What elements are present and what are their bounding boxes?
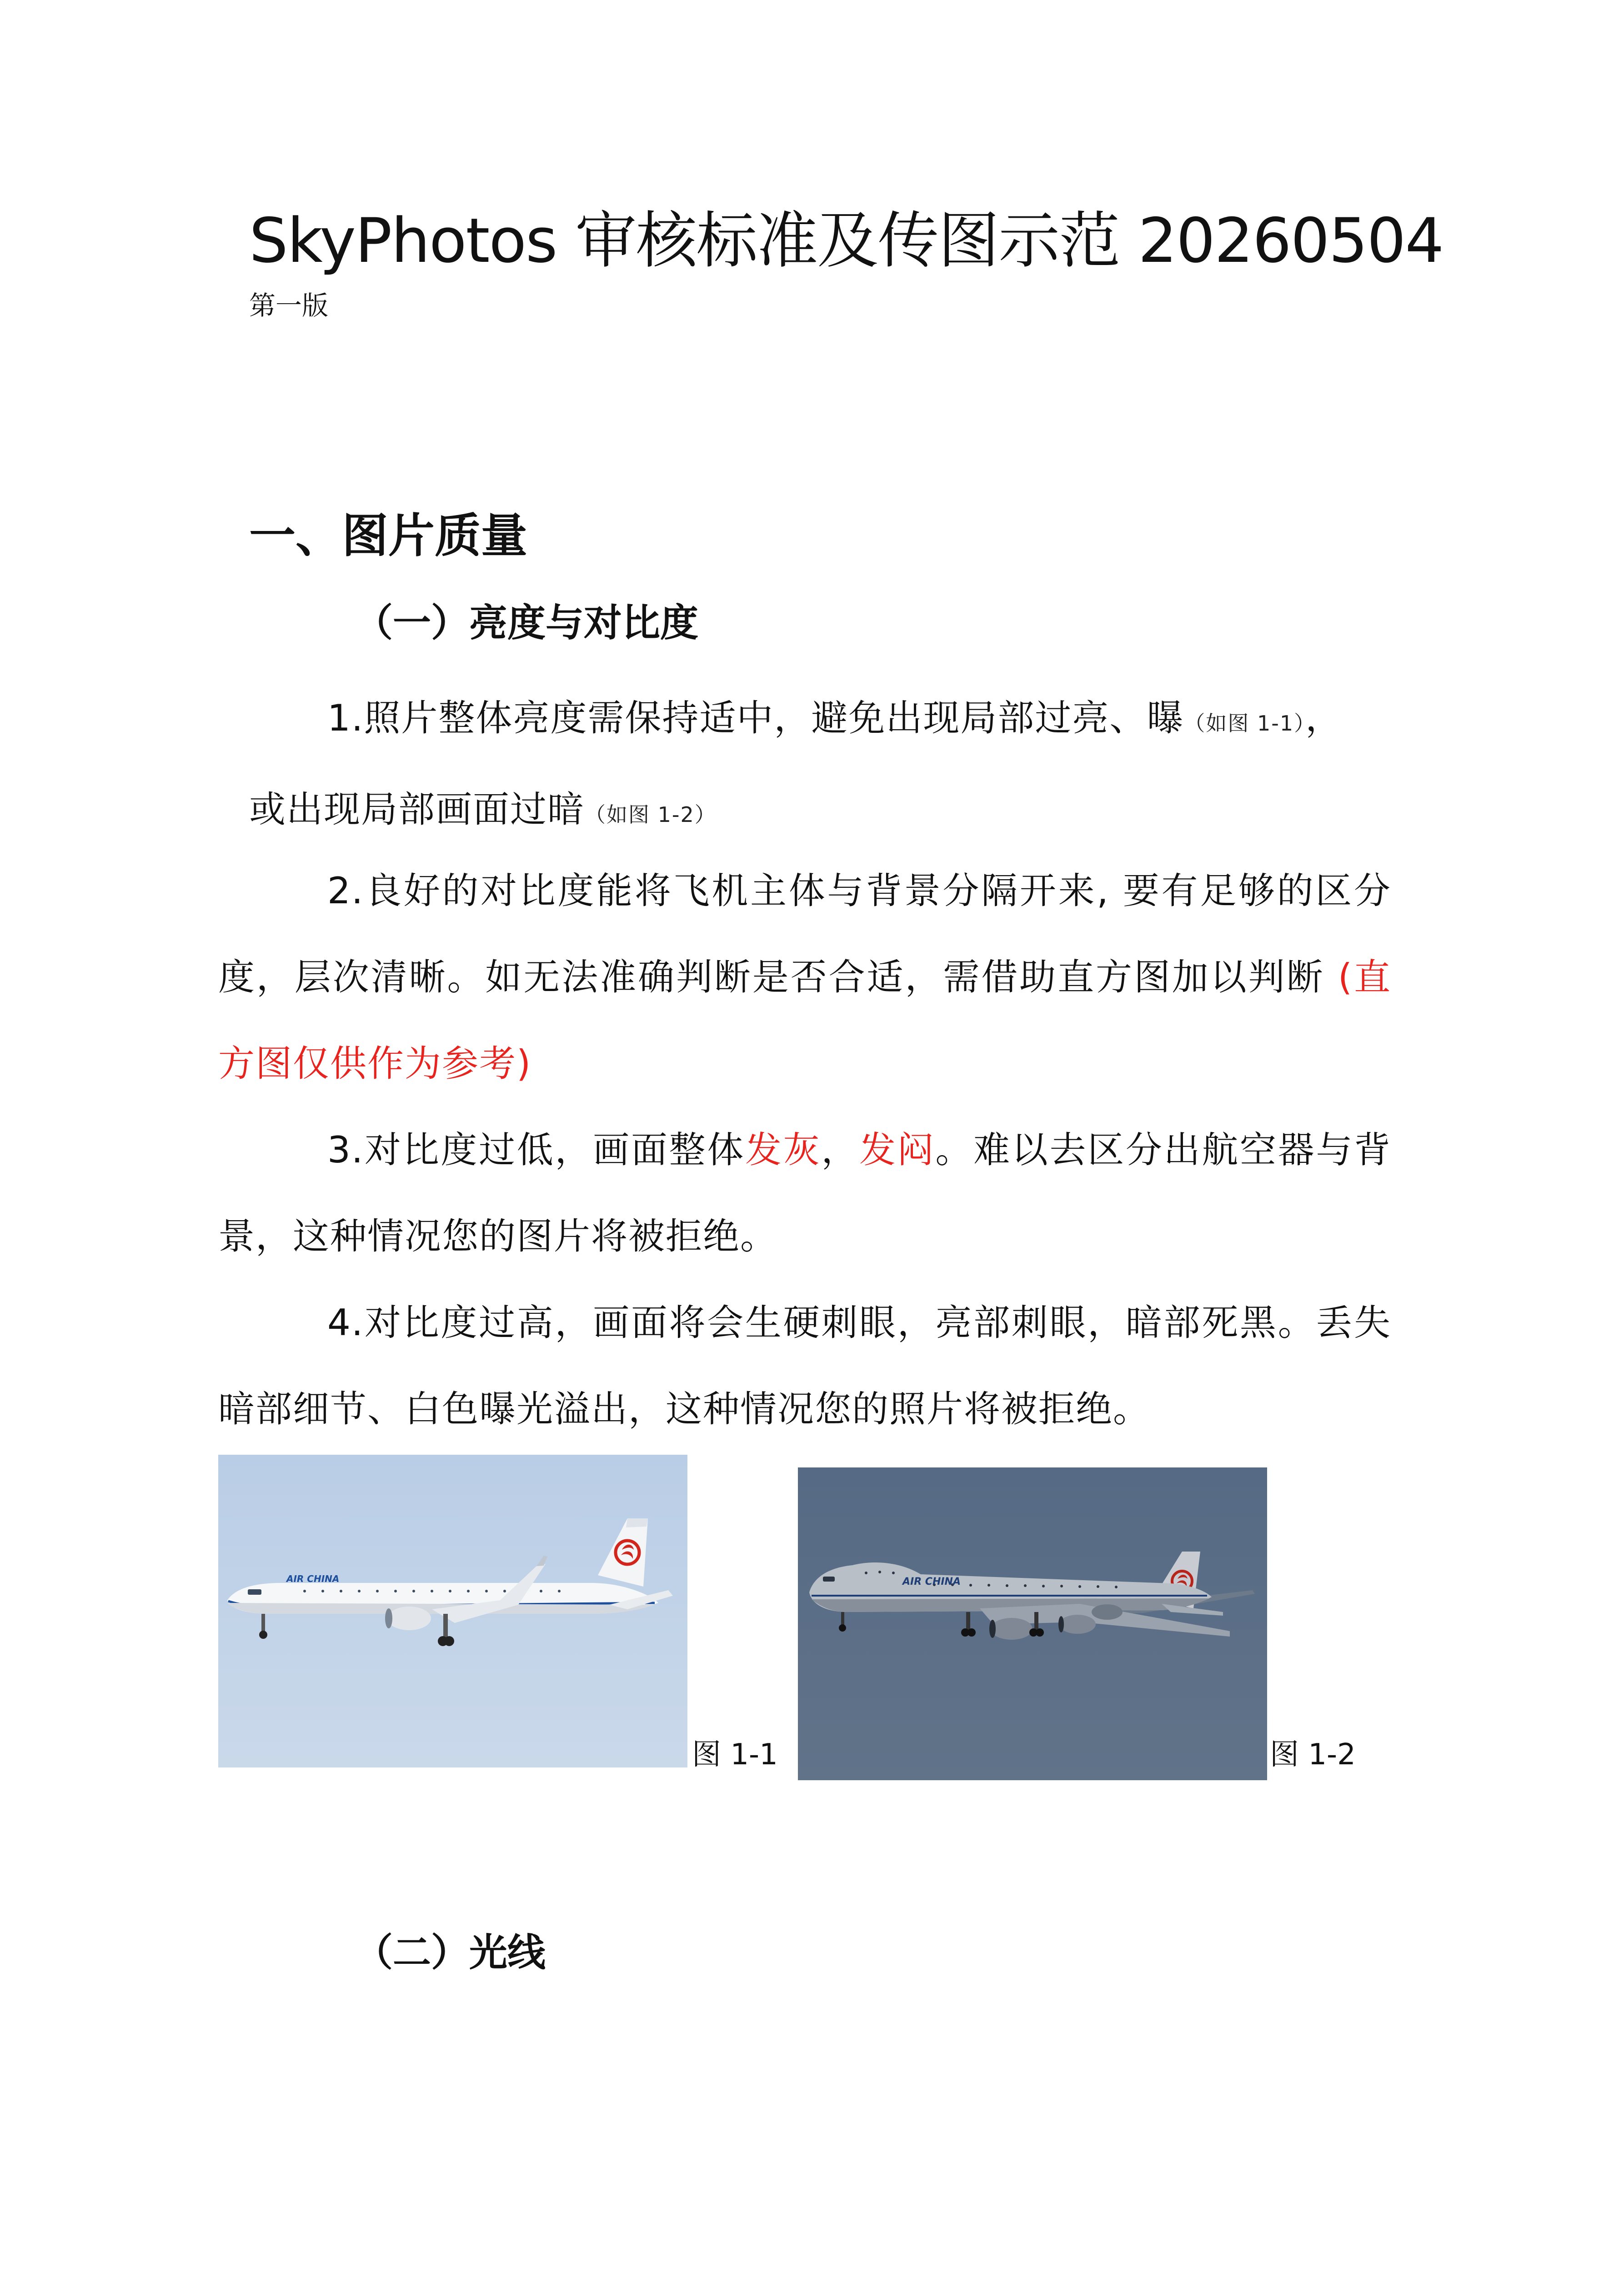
keyword-dull: 发闷 xyxy=(859,1129,936,1171)
paragraph-2 xyxy=(218,848,1391,1107)
paragraph-1-text-continued: 或出现局部画面过暗 xyxy=(249,788,585,831)
document-title: SkyPhotos 审核标准及传图示范 20260504 xyxy=(249,205,1444,276)
airplane-photo-dark xyxy=(798,1467,1267,1780)
paragraph-2-text: 2.良好的对比度能将飞机主体与背景分隔开来, 要有足够的区分度，层次清晰。如无法准确判断是否合适，需借助直方图加以判断 xyxy=(218,870,1391,998)
subsection-heading-brightness-contrast: （一）亮度与对比度 xyxy=(355,601,699,645)
paragraph-1-comma: ， xyxy=(1305,697,1343,739)
paragraph-4-text: 4.对比度过高，画面将会生硬刺眼，亮部刺眼，暗部死黑。丢失暗部细节、白色曝光溢出，这种情况您的照片将被拒绝。 xyxy=(218,1302,1391,1430)
keyword-gray: 发灰 xyxy=(745,1129,822,1171)
paragraph-4 xyxy=(218,1280,1391,1452)
paragraph-3 xyxy=(218,1107,1391,1280)
figure-ref-1-2: （如图 1-2） xyxy=(585,802,717,827)
airplane-photo-bright xyxy=(218,1455,687,1767)
figure-1-2-photo xyxy=(798,1467,1267,1780)
subsection-heading-lighting: （二）光线 xyxy=(355,1930,546,1975)
histogram-note: (直方图仅供作为参考) xyxy=(218,956,1391,1085)
paragraph-3-text-continued: 。难以去区分出航空器与背景，这种情况您的图片将被拒绝。 xyxy=(218,1129,1392,1257)
figure-ref-1-1: （如图 1-1） xyxy=(1184,711,1306,736)
paragraph-3-separator: ， xyxy=(821,1129,860,1171)
edition-label: 第一版 xyxy=(249,290,329,321)
section-heading-image-quality: 一、图片质量 xyxy=(249,509,527,563)
figure-1-2-caption: 图 1-2 xyxy=(1270,1738,1356,1772)
figure-1-1-caption: 图 1-1 xyxy=(692,1738,778,1772)
livery-lettering-1: AIR CHINA xyxy=(286,1573,340,1584)
paragraph-1 xyxy=(218,675,1391,858)
figure-1-1-photo xyxy=(218,1455,687,1767)
livery-lettering-2: AIR CHINA xyxy=(902,1576,961,1587)
paragraph-1-text: 1.照片整体亮度需保持适中，避免出现局部过亮、曝 xyxy=(327,697,1184,739)
paragraph-3-text: 3.对比度过低，画面整体 xyxy=(327,1129,745,1171)
